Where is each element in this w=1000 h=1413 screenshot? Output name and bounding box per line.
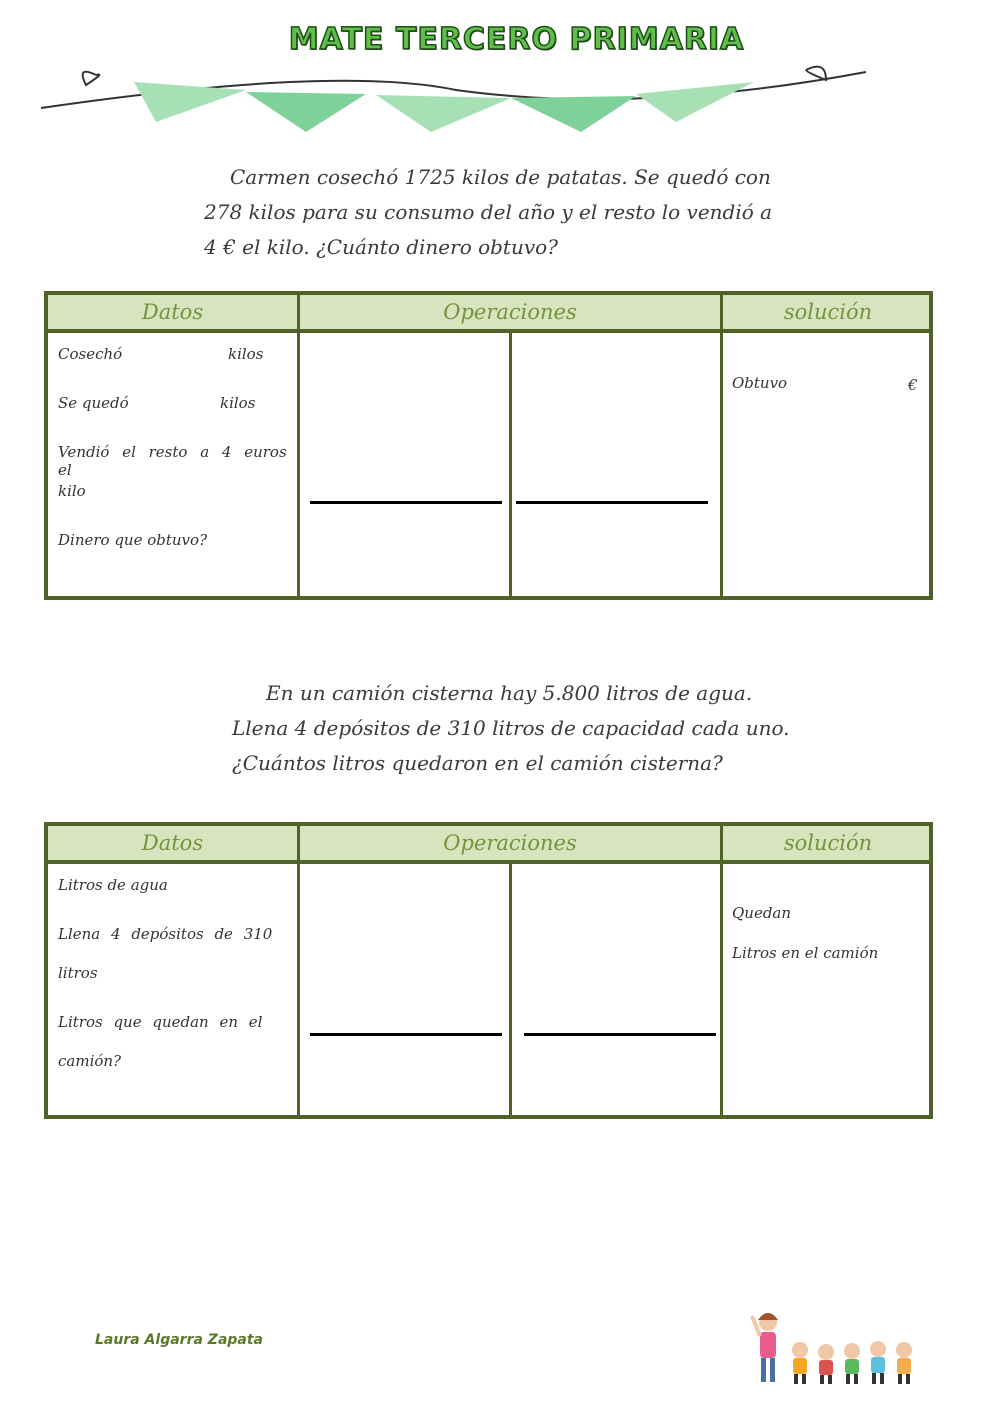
header-operaciones: Operaciones [443, 300, 577, 324]
column-divider [297, 295, 300, 596]
dato-label: litros [58, 964, 98, 982]
problem-1-table [44, 291, 933, 600]
table-header [48, 295, 929, 333]
dato-unit: kilos [228, 345, 264, 363]
header-datos: Datos [141, 831, 204, 855]
dato-label: Llena 4 depósitos de 310 [58, 925, 273, 943]
column-divider [509, 864, 512, 1115]
operation-line [310, 501, 502, 504]
operation-line [516, 501, 708, 504]
dato-label: Litros que quedan en el [58, 1013, 263, 1031]
header-solucion: solución [783, 831, 873, 855]
children-illustration [748, 1306, 918, 1388]
author-credit: Laura Algarra Zapata [95, 1332, 263, 1348]
dato-unit: kilos [220, 394, 256, 412]
problem-2-table [44, 822, 933, 1119]
header-datos: Datos [141, 300, 204, 324]
solucion-label: Quedan [732, 904, 792, 922]
solucion-unit: € [908, 376, 918, 394]
dato-label: Cosechó [58, 345, 123, 363]
operation-line [310, 1033, 502, 1036]
dato-label: kilo [58, 482, 86, 500]
dato-label: Dinero que obtuvo? [58, 531, 208, 549]
bunting-decoration [36, 60, 876, 140]
dato-label: Litros de agua [58, 876, 168, 894]
problem-2-statement: En un camión cisterna hay 5.800 litros de agua. Llena 4 depósitos de 310 litros de capacidad cada uno. ¿Cuántos litros quedaron en el camión cisterna? [232, 681, 790, 775]
header-operaciones: Operaciones [443, 831, 577, 855]
solucion-label: Obtuvo [732, 374, 788, 392]
page-title: MATE TERCERO PRIMARIA [288, 22, 745, 57]
operation-line [524, 1033, 716, 1036]
dato-label: camión? [58, 1052, 122, 1070]
column-divider [720, 826, 723, 1115]
column-divider [297, 826, 300, 1115]
problem-1-statement: Carmen cosechó 1725 kilos de patatas. Se quedó con 278 kilos para su consumo del año y el resto lo vendió a 4 € el kilo. ¿Cuánto dinero obtuvo? [204, 165, 773, 259]
dato-label: Vendió el resto a 4 euros el [58, 443, 287, 479]
dato-label: Se quedó [58, 394, 129, 412]
column-divider [509, 333, 512, 596]
column-divider [720, 295, 723, 596]
table-header [48, 826, 929, 864]
header-solucion: solución [783, 300, 873, 324]
solucion-label: Litros en el camión [732, 944, 879, 962]
